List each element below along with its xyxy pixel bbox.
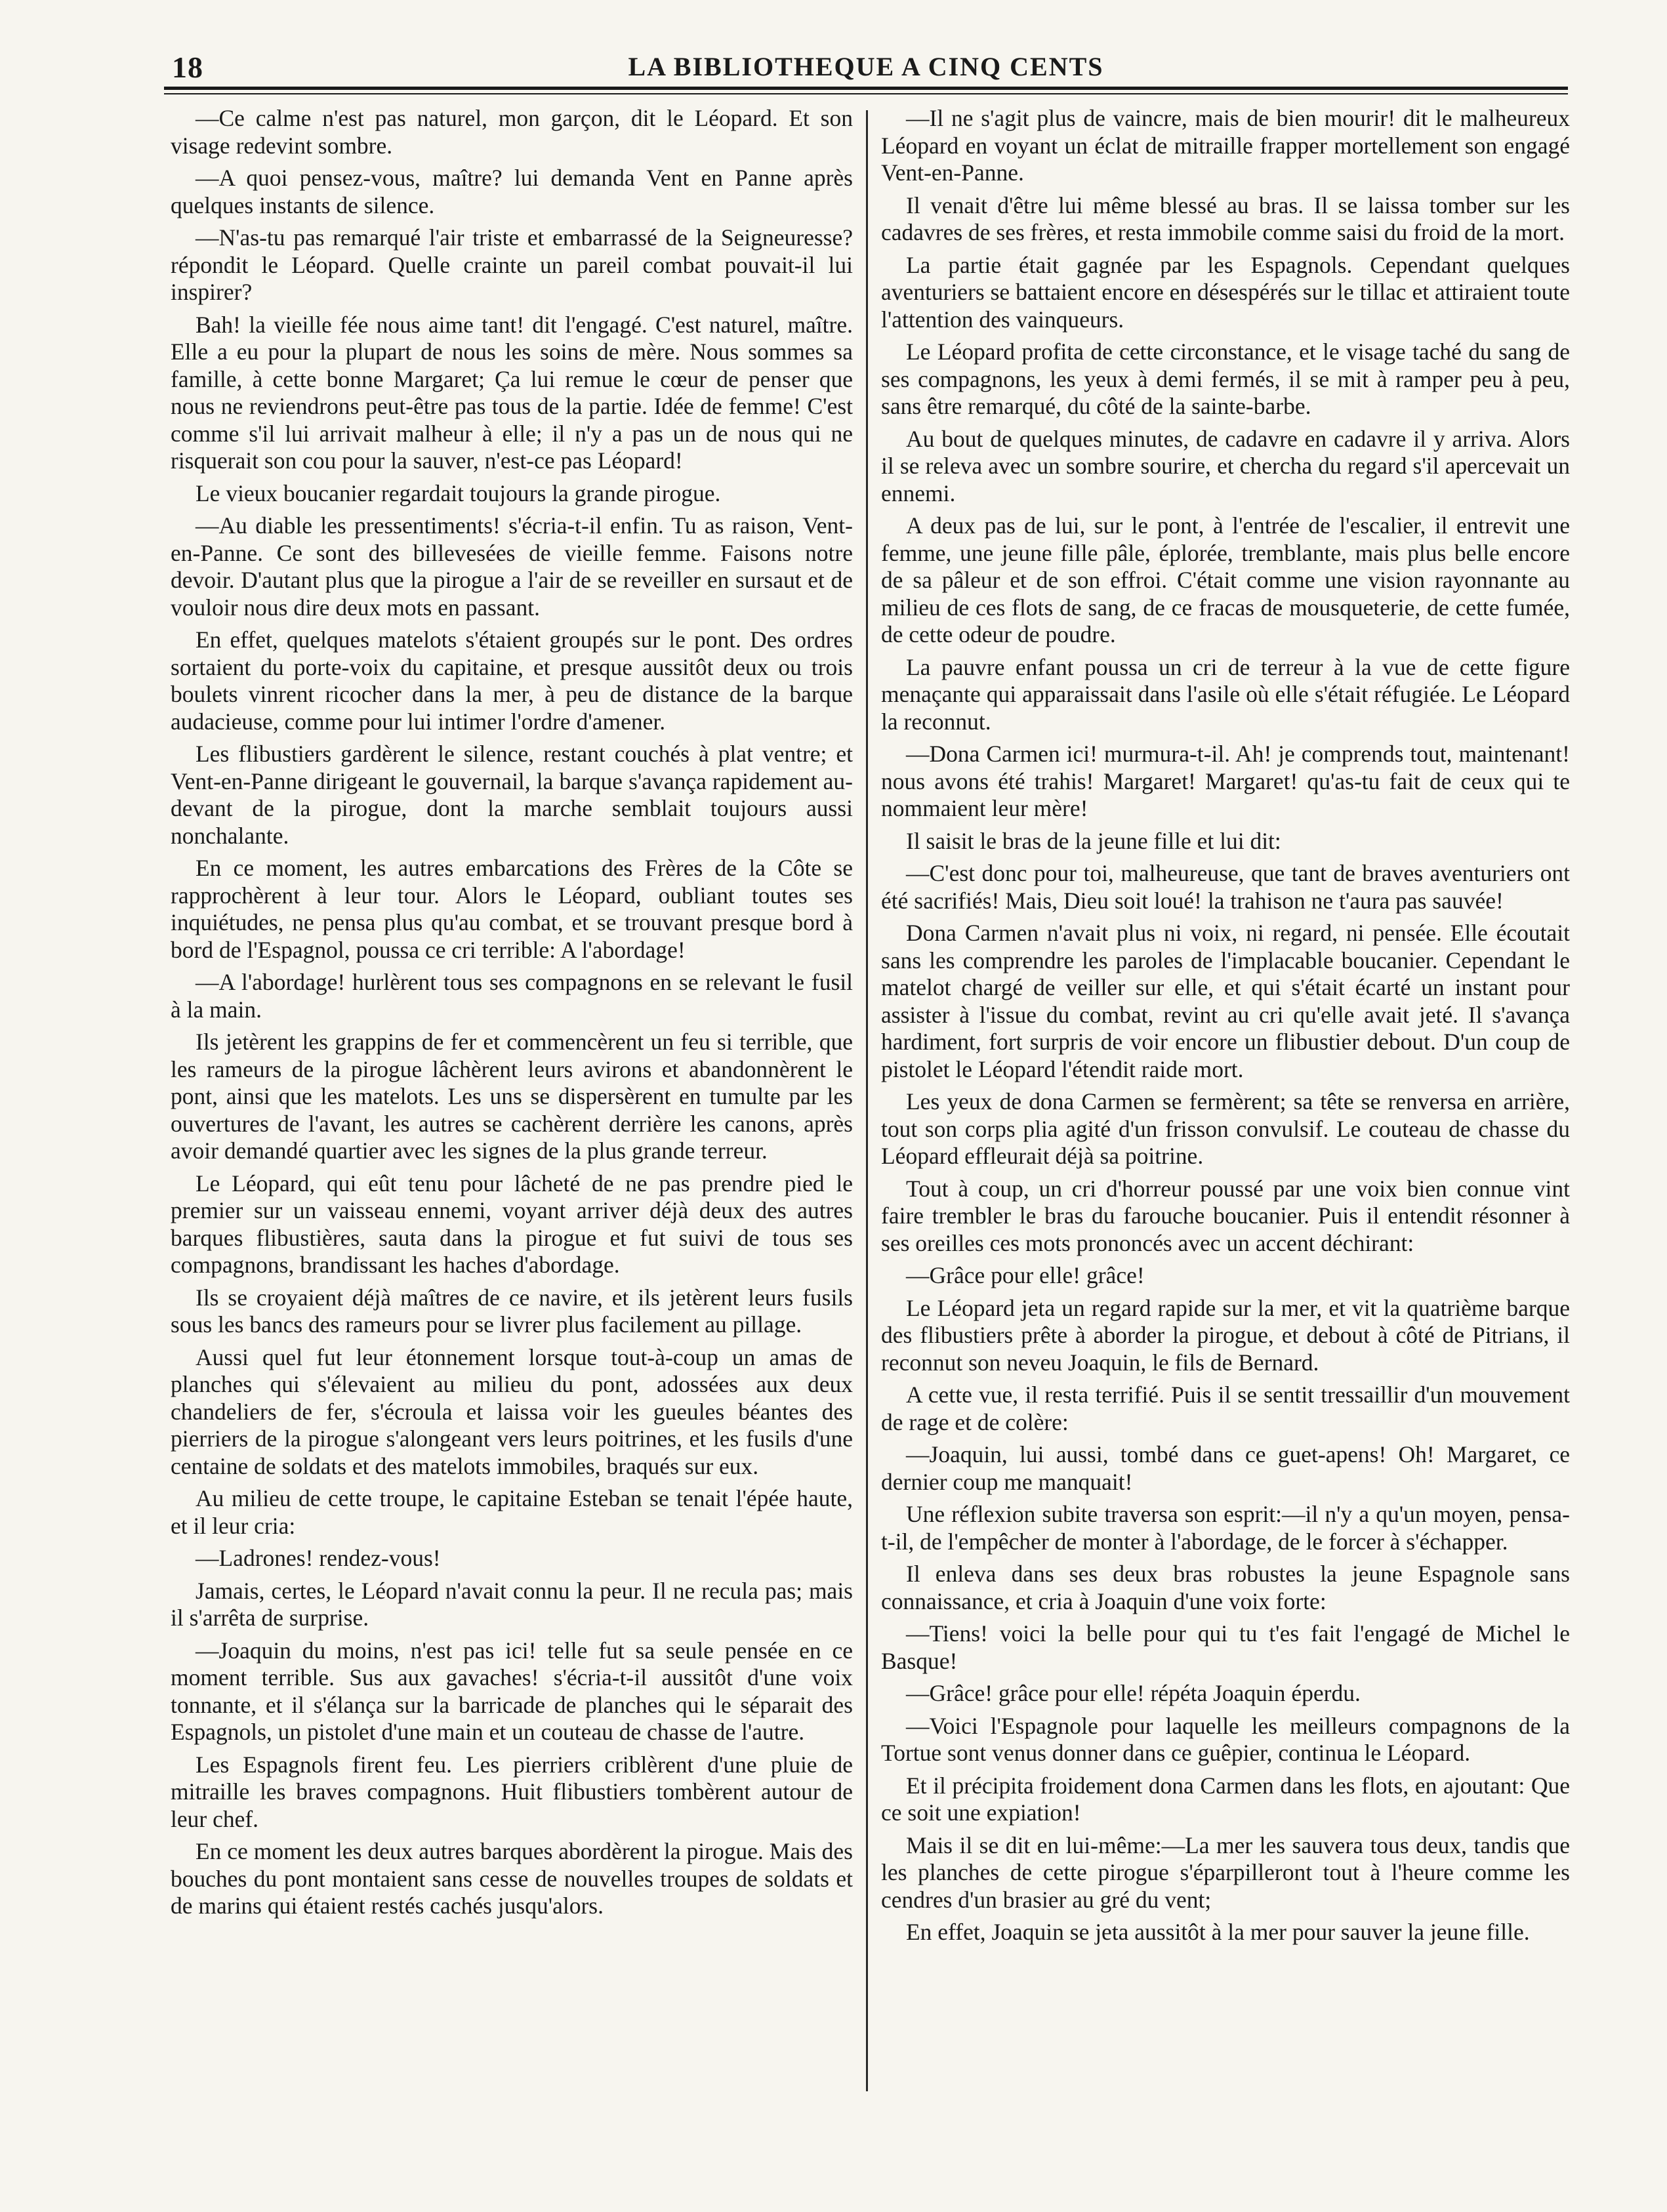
paragraph: Au milieu de cette troupe, le capitaine Esteban se tenait l'épée haute, et il leur cria: bbox=[171, 1485, 853, 1539]
paragraph: Une réflexion subite traversa son esprit:—il n'y a qu'un moyen, pensa-t-il, de l'empêcher de monter à l'abordage, de le forcer à s'échapper. bbox=[881, 1501, 1570, 1555]
paragraph: Dona Carmen n'avait plus ni voix, ni regard, ni pensée. Elle écoutait sans les comprendre les paroles de l'implacable boucanier. Cependant le matelot chargé de veiller sur elle, et qui s'était écarté un instant pour assister à l'issue du combat, revint au cri qu'elle avait jeté. Il s'avança hardiment, fort surpris de voir encore un flibustier debout. D'un coup de pistolet le Léopard l'étendit raide mort. bbox=[881, 920, 1570, 1082]
paragraph: Aussi quel fut leur étonnement lorsque tout-à-coup un amas de planches qui s'élevaient au milieu du pont, adossées aux deux chandeliers de fer, s'écroula et laissa voir les gueules béantes des pierriers de la pirogue s'alongeant vers leurs poitrines, et les fusils d'une centaine de soldats et des matelots immobiles, braqués sur eux. bbox=[171, 1343, 853, 1479]
page-number: 18 bbox=[172, 51, 203, 84]
paragraph: Il venait d'être lui même blessé au bras. Il se laissa tomber sur les cadavres de ses frères, et resta immobile comme saisi du froid de la mort. bbox=[881, 192, 1570, 245]
paragraph: —Joaquin, lui aussi, tombé dans ce guet-apens! Oh! Margaret, ce dernier coup me manquait! bbox=[881, 1441, 1570, 1495]
paragraph: —Grâce pour elle! grâce! bbox=[906, 1262, 1145, 1288]
left-column bbox=[171, 105, 853, 2112]
paragraph: Jamais, certes, le Léopard n'avait connu la peur. Il ne recula pas; mais il s'arrêta de surprise. bbox=[171, 1577, 853, 1631]
paragraph: Ils jetèrent les grappins de fer et commencèrent un feu si terrible, que les rameurs de la pirogue lâchèrent leurs avirons et abandonnèrent le pont, ainsi que les matelots. Les uns se dispersèrent en tumulte par les ouvertures de l'avant, les autres se cachèrent derrière les canons, après avoir demandé quartier avec les signes de la plus grande terreur. bbox=[171, 1029, 853, 1164]
paragraph: A deux pas de lui, sur le pont, à l'entrée de l'escalier, il entrevit une femme, une jeune fille pâle, éplorée, tremblante, mais plus belle encore de sa pâleur et de son effroi. C'était comme une vision rayonnante au milieu de ces flots de sang, de ce fracas de mousqueterie, de cette fumée, de cette odeur de poudre. bbox=[881, 512, 1570, 647]
paragraph: —Joaquin du moins, n'est pas ici! telle fut sa seule pensée en ce moment terrible. Sus aux gavaches! s'écria-t-il aussitôt d'une voix tonnante, et il s'élança sur la barricade de planches qui le séparait des Espagnols, un pistolet d'une main et un couteau de chasse de l'autre. bbox=[171, 1637, 853, 1745]
paragraph: En ce moment, les autres embarcations des Frères de la Côte se rapprochèrent à leur tour. Alors le Léopard, oubliant toutes ses inquiétudes, ne pensa plus qu'au combat, et se trouvant presque bord à bord de l'Espagnol, poussa ce cri terrible: A l'abordage! bbox=[171, 855, 853, 963]
paragraph: A cette vue, il resta terrifié. Puis il se sentit tressaillir d'un mouvement de rage et de colère: bbox=[881, 1382, 1570, 1435]
paragraph: Les flibustiers gardèrent le silence, restant couchés à plat ventre; et Vent-en-Panne dirigeant le gouvernail, la barque s'avança rapidement au-devant de la pirogue, dont la marche semblait toujours aussi nonchalante. bbox=[171, 741, 853, 849]
paragraph: —Grâce! grâce pour elle! répéta Joaquin éperdu. bbox=[906, 1680, 1361, 1706]
paragraph: Le Léopard jeta un regard rapide sur la mer, et vit la quatrième barque des flibustiers prête à aborder la pirogue, et debout à côté de Pitrians, il reconnut son neveu Joaquin, le fils de Bernard. bbox=[881, 1294, 1570, 1376]
paragraph: Ils se croyaient déjà maîtres de ce navire, et ils jetèrent leurs fusils sous les bancs des rameurs pour se livrer plus facilement au pillage. bbox=[171, 1284, 853, 1338]
header-rule bbox=[164, 87, 1568, 90]
paragraph: —Au diable les pressentiments! s'écria-t-il enfin. Tu as raison, Vent-en-Panne. Ce sont des billevesées de vieille femme. Faisons notre devoir. D'autant plus que la pirogue a l'air de se reveiller en sursaut et de vouloir nous dire deux mots en passant. bbox=[171, 512, 853, 621]
paragraph: Les yeux de dona Carmen se fermèrent; sa tête se renversa en arrière, tout son corps plia agité d'un frisson convulsif. Le couteau de chasse du Léopard effleurait déjà sa poitrine. bbox=[881, 1088, 1570, 1169]
paragraph: En effet, Joaquin se jeta aussitôt à la mer pour sauver la jeune fille. bbox=[906, 1919, 1530, 1945]
column-divider bbox=[866, 110, 868, 2091]
paragraph: Mais il se dit en lui-même:—La mer les sauvera tous deux, tandis que les planches de cette pirogue s'éparpilleront tout à l'heure comme les cendres d'un brasier au gré du vent; bbox=[881, 1832, 1570, 1913]
paragraph: —Tiens! voici la belle pour qui tu t'es fait l'engagé de Michel le Basque! bbox=[881, 1620, 1570, 1674]
paragraph: La partie était gagnée par les Espagnols. Cependant quelques aventuriers se battaient encore en désespérés sur le tillac et attiraient toute l'attention des vainqueurs. bbox=[881, 251, 1570, 333]
paragraph: —N'as-tu pas remarqué l'air triste et embarrassé de la Seigneuresse? répondit le Léopard. Quelle crainte un pareil combat pouvait-il lui inspirer? bbox=[171, 224, 853, 305]
paragraph: —Il ne s'agit plus de vaincre, mais de bien mourir! dit le malheureux Léopard en voyant un éclat de mitraille frapper mortellement son engagé Vent-en-Panne. bbox=[881, 105, 1570, 186]
paragraph: —A quoi pensez-vous, maître? lui demanda Vent en Panne après quelques instants de silence. bbox=[171, 165, 853, 218]
paragraph: —Ladrones! rendez-vous! bbox=[196, 1545, 441, 1571]
right-column bbox=[881, 105, 1570, 2112]
paragraph: Il enleva dans ses deux bras robustes la jeune Espagnole sans connaissance, et cria à Joaquin d'une voix forte: bbox=[881, 1561, 1570, 1614]
paragraph: En ce moment les deux autres barques abordèrent la pirogue. Mais des bouches du pont montaient sans cesse de nouvelles troupes de soldats et de marins qui étaient restés cachés jusqu'alors. bbox=[171, 1838, 853, 1919]
paragraph: Le Léopard profita de cette circonstance, et le visage taché du sang de ses compagnons, les yeux à demi fermés, il se mit à ramper peu à peu, sans être remarqué, du côté de la sainte-barbe. bbox=[881, 338, 1570, 419]
paragraph: Il saisit le bras de la jeune fille et lui dit: bbox=[906, 827, 1281, 854]
page-header bbox=[164, 38, 1568, 91]
paragraph: Bah! la vieille fée nous aime tant! dit l'engagé. C'est naturel, maître. Elle a eu pour la plupart de nous les soins de mère. Nous sommes sa famille, à cette bonne Margaret; Ça lui remue le cœur de penser que nous ne reviendrons peut-être pas tous de la partie. Idée de femme! C'est comme s'il lui arrivait malheur à elle; il n'y a pas un de nous qui ne risquerait son cou pour la sauver, n'est-ce pas Léopard! bbox=[171, 311, 853, 474]
paragraph: Les Espagnols firent feu. Les pierriers criblèrent d'une pluie de mitraille les braves compagnons. Huit flibustiers tombèrent autour de leur chef. bbox=[171, 1751, 853, 1832]
paragraph: —A l'abordage! hurlèrent tous ses compagnons en se relevant le fusil à la main. bbox=[171, 969, 853, 1023]
paragraph: La pauvre enfant poussa un cri de terreur à la vue de cette figure menaçante qui apparaissait dans l'asile où elle s'était réfugiée. Le Léopard la reconnut. bbox=[881, 653, 1570, 735]
paragraph: Tout à coup, un cri d'horreur poussé par une voix bien connue vint faire trembler le bras du farouche boucanier. Puis il entendit résonner à ses oreilles ces mots prononcés avec un accent déchirant: bbox=[881, 1175, 1570, 1256]
paragraph: Et il précipita froidement dona Carmen dans les flots, en ajoutant: Que ce soit une expiation! bbox=[881, 1772, 1570, 1826]
paragraph: —C'est donc pour toi, malheureuse, que tant de braves aventuriers ont été sacrifiés! Mais, Dieu soit loué! la trahison ne t'aura pas sauvée! bbox=[881, 860, 1570, 914]
paragraph: Le vieux boucanier regardait toujours la grande pirogue. bbox=[196, 480, 721, 506]
paragraph: Le Léopard, qui eût tenu pour lâcheté de ne pas prendre pied le premier sur un vaisseau ennemi, voyant arriver déjà deux des autres barques flibustières, sauta dans la pirogue et fut suivi de tous ses compagnons, brandissant les haches d'abordage. bbox=[171, 1170, 853, 1278]
paragraph: Au bout de quelques minutes, de cadavre en cadavre il y arriva. Alors il se releva avec un sombre sourire, et chercha du regard s'il apercevait un ennemi. bbox=[881, 425, 1570, 506]
running-title: LA BIBLIOTHEQUE A CINQ CENTS bbox=[628, 52, 1104, 81]
header-rule-thin bbox=[164, 93, 1568, 94]
paragraph: —Dona Carmen ici! murmura-t-il. Ah! je comprends tout, maintenant! nous avons été trahis! Margaret! Margaret! qu'as-tu fait de ceux qui te nommaient leur mère! bbox=[881, 741, 1570, 821]
paragraph: —Voici l'Espagnole pour laquelle les meilleurs compagnons de la Tortue sont venus donner dans ce guêpier, continua le Léopard. bbox=[881, 1712, 1570, 1766]
paragraph: —Ce calme n'est pas naturel, mon garçon, dit le Léopard. Et son visage redevint sombre. bbox=[171, 105, 853, 159]
paragraph: En effet, quelques matelots s'étaient groupés sur le pont. Des ordres sortaient du porte-voix du capitaine, et presque aussitôt deux ou trois boulets vinrent ricocher dans la mer, à peu de distance de la barque audacieuse, comme pour lui intimer l'ordre d'amener. bbox=[171, 626, 853, 735]
